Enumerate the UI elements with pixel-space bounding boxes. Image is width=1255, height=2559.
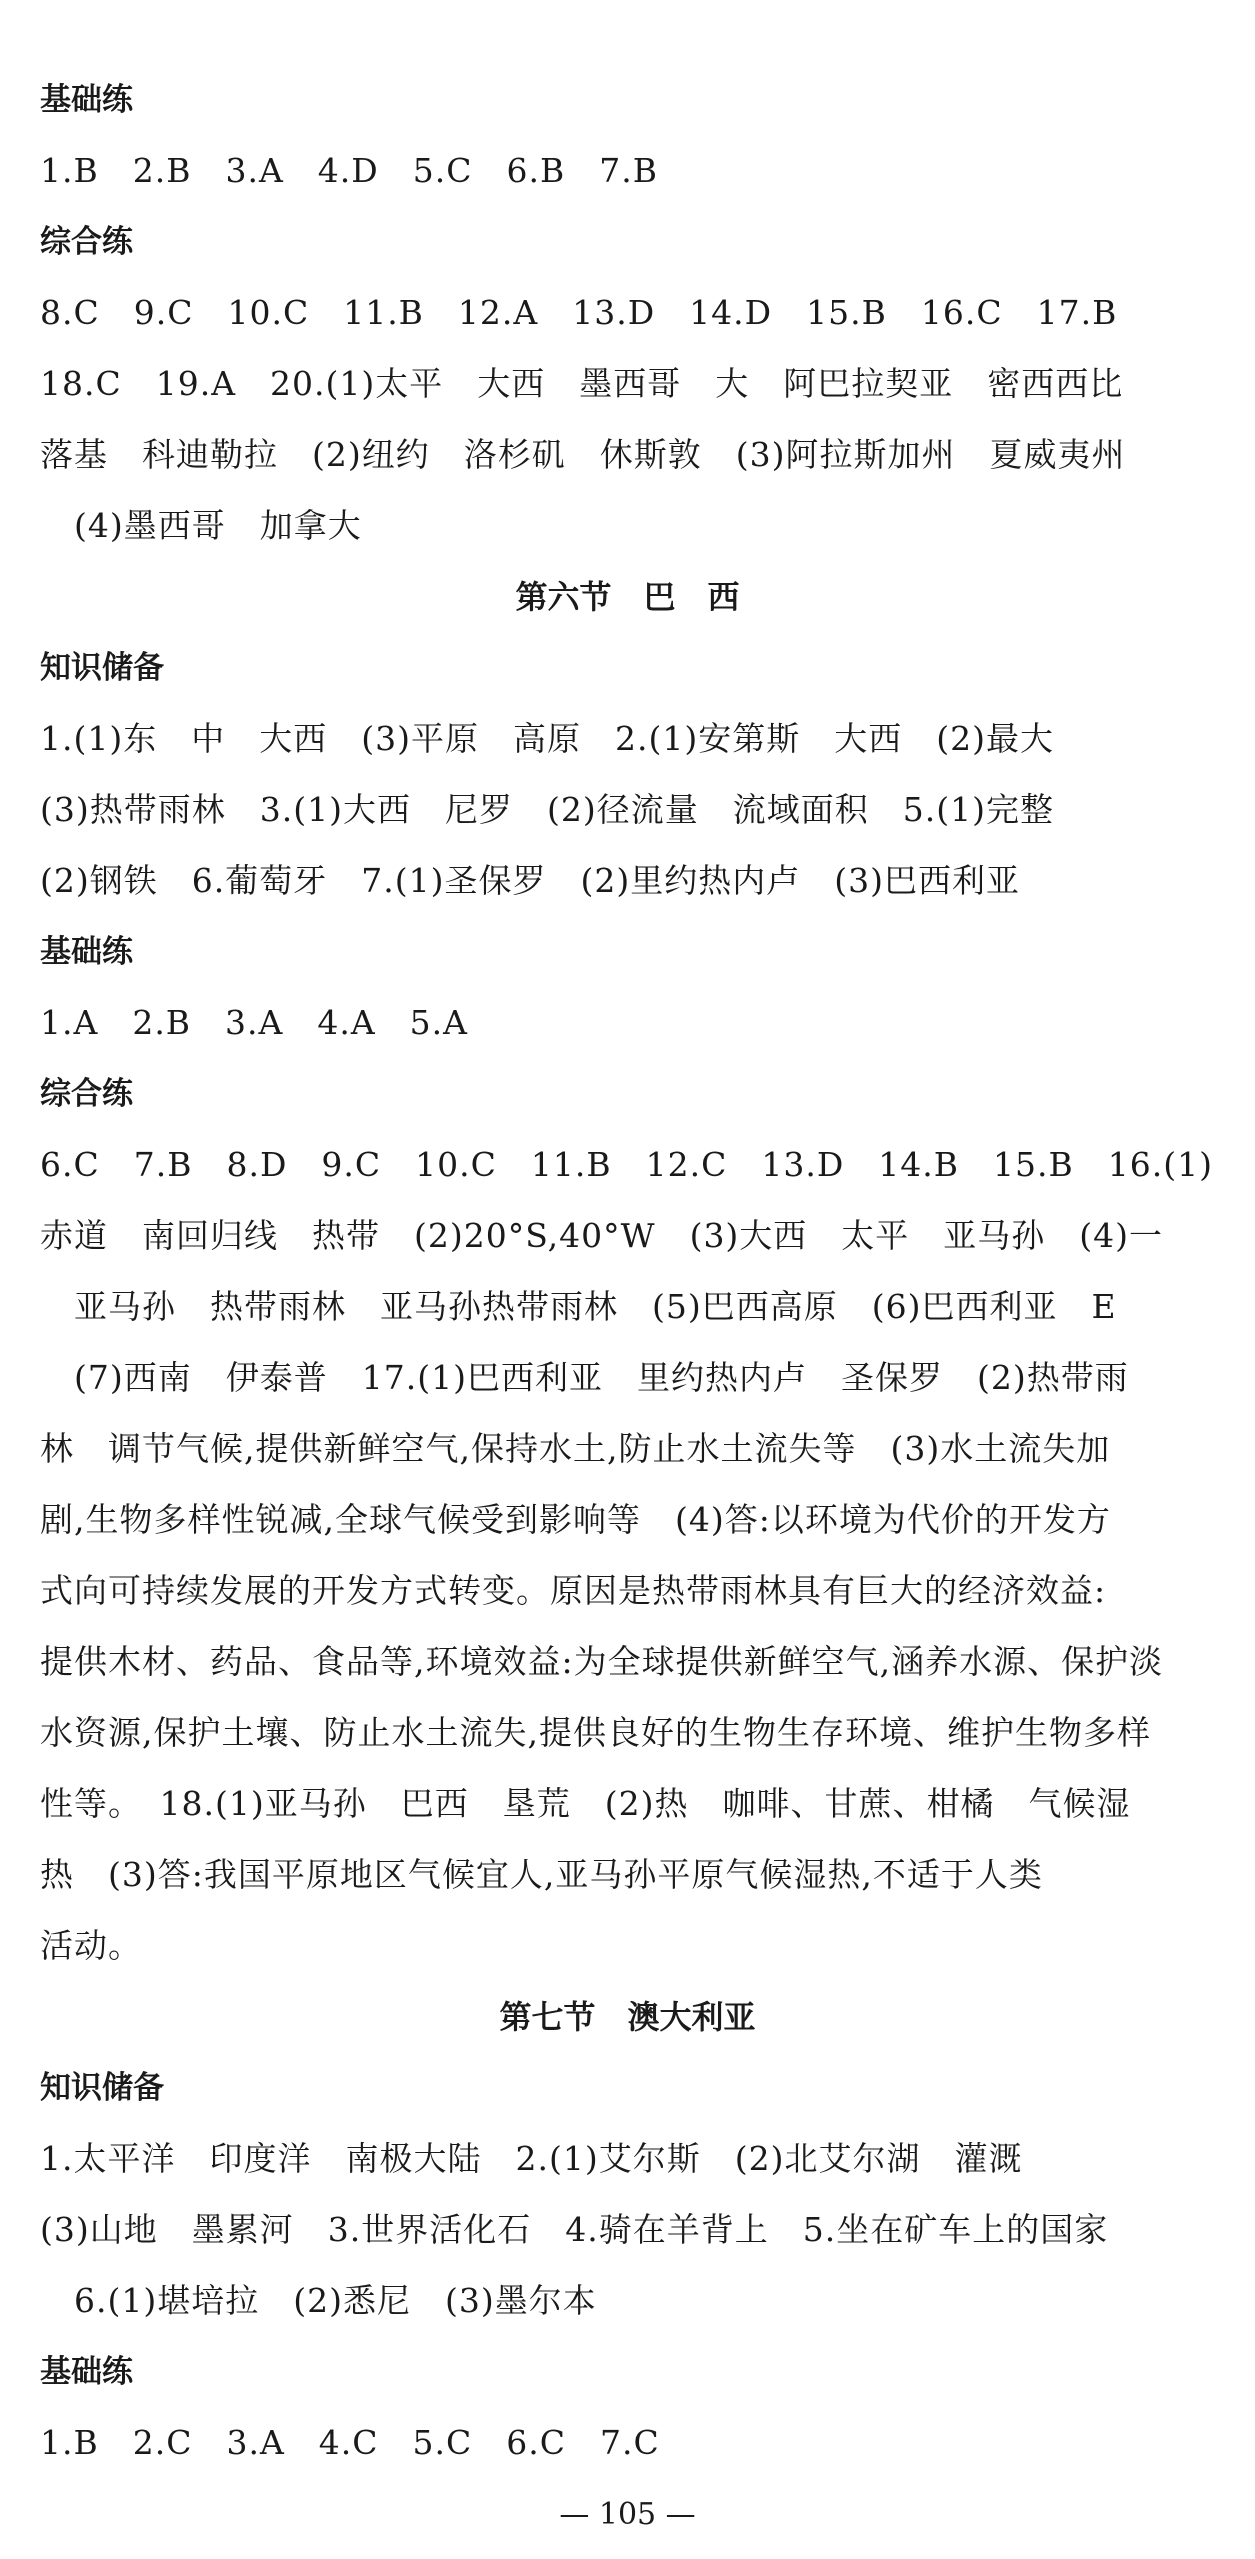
text-line: 6.C 7.B 8.D 9.C 10.C 11.B 12.C 13.D 14.B 15.B 16.(1): [40, 1145, 1213, 1184]
text-line: 式向可持续发展的开发方式转变。原因是热带雨林具有巨大的经济效益:: [40, 1571, 1107, 1610]
heading-basic-practice: 基础练: [40, 2354, 133, 2390]
text-line: 水资源,保护土壤、防止水土流失,提供良好的生物生存环境、维护生物多样: [40, 1713, 1151, 1752]
text-line: (3)山地 墨累河 3.世界活化石 4.骑在羊背上 5.坐在矿车上的国家: [40, 2210, 1109, 2249]
text-line: 亚马孙 热带雨林 亚马孙热带雨林 (5)巴西高原 (6)巴西利亚 E: [40, 1287, 1117, 1326]
text-line: 性等。 18.(1)亚马孙 巴西 垦荒 (2)热 咖啡、甘蔗、柑橘 气候湿: [40, 1784, 1131, 1823]
heading-knowledge-reserve: 知识储备: [40, 2070, 164, 2106]
text-line: (3)热带雨林 3.(1)大西 尼罗 (2)径流量 流域面积 5.(1)完整: [40, 790, 1054, 829]
text-line: 6.(1)堪培拉 (2)悉尼 (3)墨尔本: [40, 2281, 597, 2320]
section-title-australia: 第七节 澳大利亚: [499, 1998, 756, 2036]
text-line: 1.B 2.C 3.A 4.C 5.C 6.C 7.C: [40, 2423, 660, 2462]
text-line: 1.B 2.B 3.A 4.D 5.C 6.B 7.B: [40, 151, 658, 190]
text-line: 提供木材、药品、食品等,环境效益:为全球提供新鲜空气,涵养水源、保护淡: [40, 1642, 1164, 1681]
text-line: 1.(1)东 中 大西 (3)平原 高原 2.(1)安第斯 大西 (2)最大: [40, 719, 1054, 758]
text-line: 活动。: [40, 1926, 142, 1965]
text-line: 落基 科迪勒拉 (2)纽约 洛杉矶 休斯敦 (3)阿拉斯加州 夏威夷州: [40, 435, 1126, 474]
text-line: 热 (3)答:我国平原地区气候宜人,亚马孙平原气候湿热,不适于人类: [40, 1855, 1043, 1894]
text-line: 18.C 19.A 20.(1)太平 大西 墨西哥 大 阿巴拉契亚 密西西比: [40, 364, 1124, 403]
text-line: (2)钢铁 6.葡萄牙 7.(1)圣保罗 (2)里约热内卢 (3)巴西利亚: [40, 861, 1020, 900]
text-line: (7)西南 伊泰普 17.(1)巴西利亚 里约热内卢 圣保罗 (2)热带雨: [40, 1358, 1129, 1397]
section-title-brazil: 第六节 巴 西: [515, 578, 740, 616]
text-line: 1.A 2.B 3.A 4.A 5.A: [40, 1003, 469, 1042]
text-line: 剧,生物多样性锐减,全球气候受到影响等 (4)答:以环境为代价的开发方: [40, 1500, 1111, 1539]
text-line: (4)墨西哥 加拿大: [40, 506, 362, 545]
page-number: — 105 —: [559, 2497, 696, 2532]
heading-basic-practice: 基础练: [40, 934, 133, 970]
heading-basic-practice: 基础练: [40, 82, 133, 118]
heading-comprehensive-practice: 综合练: [40, 224, 133, 260]
text-line: 林 调节气候,提供新鲜空气,保持水土,防止水土流失等 (3)水土流失加: [40, 1429, 1111, 1468]
text-line: 赤道 南回归线 热带 (2)20°S,40°W (3)大西 太平 亚马孙 (4)一: [40, 1216, 1164, 1255]
heading-knowledge-reserve: 知识储备: [40, 650, 164, 686]
text-line: 8.C 9.C 10.C 11.B 12.A 13.D 14.D 15.B 16.C 17.B: [40, 293, 1118, 332]
text-line: 1.太平洋 印度洋 南极大陆 2.(1)艾尔斯 (2)北艾尔湖 灌溉: [40, 2139, 1023, 2178]
heading-comprehensive-practice: 综合练: [40, 1076, 133, 1112]
